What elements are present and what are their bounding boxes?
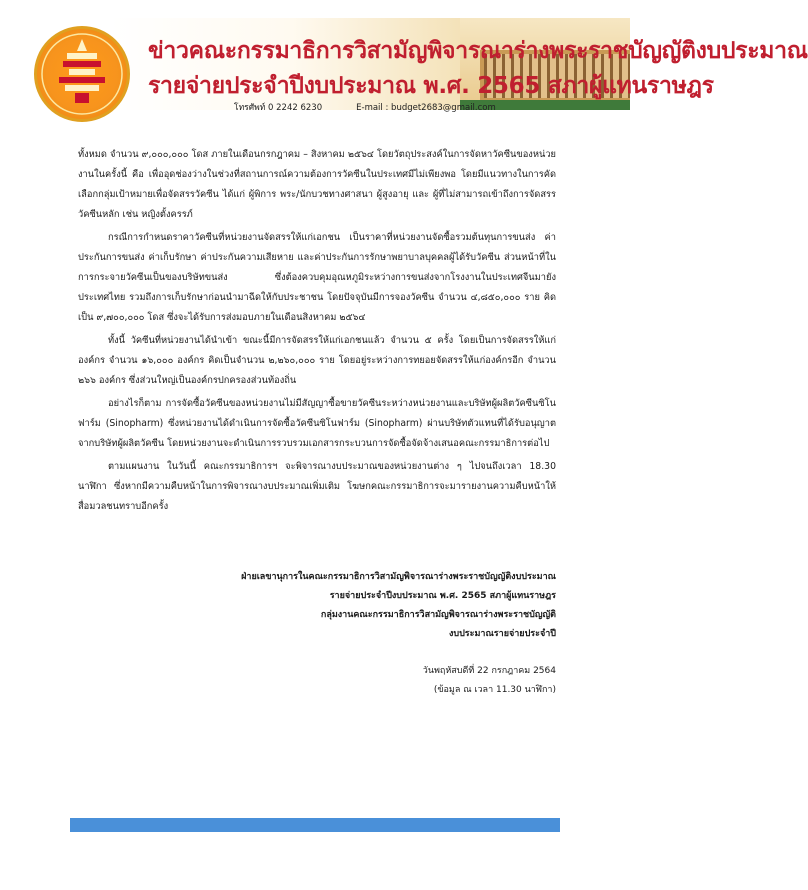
header-title-line2: รายจ่ายประจำปีงบประมาณ พ.ศ. 2565 สภาผู้แทนราษฎร [148, 73, 714, 99]
signature-line1: ฝ่ายเลขานุการในคณะกรรมาธิการวิสามัญพิจารณาร่างพระราชบัญญัติงบประมาณ [241, 572, 556, 582]
header-title-line1: ข่าวคณะกรรมาธิการวิสามัญพิจารณาร่างพระราชบัญญัติงบประมาณ [148, 38, 808, 64]
release-date: วันพฤหัสบดีที่ 22 กรกฎาคม 2564 [422, 666, 556, 676]
parliament-emblem-icon [34, 26, 130, 122]
paragraph: กรณีการกำหนดราคาวัคซีนที่หน่วยงานจัดสรรให้แก่เอกชน เป็นราคาที่หน่วยงานจัดซื้อรวมต้นทุนการขนส่ง ค่าประกันการขนส่ง ค่าเก็บรักษา ค่าประกันความเสียหาย และค่าประกันการรักษาพยาบาลบุคคลผู้ได้รับวัคซีน ส่วนหน้าที่ในการกระจายวัคซีนเป็นของบริษัทขนส่ง ซึ่งต้องควบคุมอุณหภูมิระหว่างการขนส่งจากโรงงานในประเทศจีนมายังประเทศไทย รวมถึงการเก็บรักษาก่อนนำมาฉีดให้กับประชาชน โดยปัจจุบันมีการจองวัคซีน จำนวน ๔,๘๕๐,๐๐๐ ราย คิดเป็น ๙,๗๐๐,๐๐๐ โดส ซึ่งจะได้รับการส่งมอบภายในเดือนสิงหาคม ๒๕๖๔ [78, 232, 556, 323]
data-as-of: (ข้อมูล ณ เวลา 11.30 นาฬิกา) [433, 685, 556, 695]
dateline [330, 662, 556, 700]
paragraph: ทั้งนี้ วัคซีนที่หน่วยงานได้นำเข้า ขณะนี้มีการจัดสรรให้แก่เอกชนแล้ว จำนวน ๕ ครั้ง โดยเป็นการจัดสรรให้แก่ องค์กร จำนวน ๑๖,๐๐๐ องค์กร คิดเป็นจำนวน ๒,๒๖๐,๐๐๐ ราย โดยอยู่ระหว่างการทยอยจัดสรรให้แก่องค์กรอีก จำนวน ๒๖๖ องค์กร ซึ่งส่วนใหญ่เป็นองค์กรปกครองส่วนท้องถิ่น [78, 335, 556, 386]
signature-line4: งบประมาณรายจ่ายประจำปี [448, 629, 556, 639]
signature-block [170, 568, 556, 644]
header-contact [234, 100, 496, 114]
signature-line2: รายจ่ายประจำปีงบประมาณ พ.ศ. 2565 สภาผู้แทนราษฎร [329, 591, 556, 601]
document-header [0, 0, 808, 125]
footer-bar [70, 818, 560, 832]
article-body [78, 145, 556, 520]
paragraph: อย่างไรก็ตาม การจัดซื้อวัคซีนของหน่วยงานไม่มีสัญญาซื้อขายวัคซีนระหว่างหน่วยงานและบริษัทผู้ผลิตวัคซีนซิโนฟาร์ม (Sinopharm) ซึ่งหน่วยงานได้ดำเนินการจัดซื้อวัคซีนซิโนฟาร์ม (Sinopharm) ผ่านบริษัทตัวแทนที่ได้รับอนุญาตจากบริษัทผู้ผลิตวัคซีน โดยหน่วยงานจะดำเนินการรวบรวมเอกสารกระบวนการจัดซื้อจัดจ้างเสนอคณะกรรมาธิการต่อไป [78, 398, 556, 449]
paragraph: ตามแผนงาน ในวันนี้ คณะกรรมาธิการฯ จะพิจารณางบประมาณของหน่วยงานต่าง ๆ ไปจนถึงเวลา 18.30 นาฬิกา ซึ่งหากมีความคืบหน้าในการพิจารณางบประมาณเพิ่มเติม โฆษกคณะกรรมาธิการจะมารายงานความคืบหน้าให้สื่อมวลชนทราบอีกครั้ง [78, 461, 556, 512]
email-address: E-mail : budget2683@gmail.com [356, 103, 496, 113]
paragraph: ทั้งหมด จำนวน ๙,๐๐๐,๐๐๐ โดส ภายในเดือนกรกฎาคม – สิงหาคม ๒๕๖๔ โดยวัตถุประสงค์ในการจัดหาวัคซีนของหน่วยงานในครั้งนี้ คือ เพื่ออุดช่องว่างในช่วงที่สถานการณ์ความต้องการวัคซีนในประเทศมีไม่เพียงพอ โดยมีแนวทางในการคัดเลือกกลุ่มเป้าหมายเพื่อจัดสรรวัคซีน ได้แก่ ผู้พิการ พระ/นักบวชทางศาสนา ผู้สูงอายุ และ ผู้ที่ไม่สามารถเข้าถึงการจัดสรรวัคซีนหลัก เช่น หญิงตั้งครรภ์ [78, 149, 556, 220]
phone-number: โทรศัพท์ 0 2242 6230 [234, 103, 323, 113]
signature-line3: กลุ่มงานคณะกรรมาธิการวิสามัญพิจารณาร่างพระราชบัญญัติ [320, 610, 556, 620]
